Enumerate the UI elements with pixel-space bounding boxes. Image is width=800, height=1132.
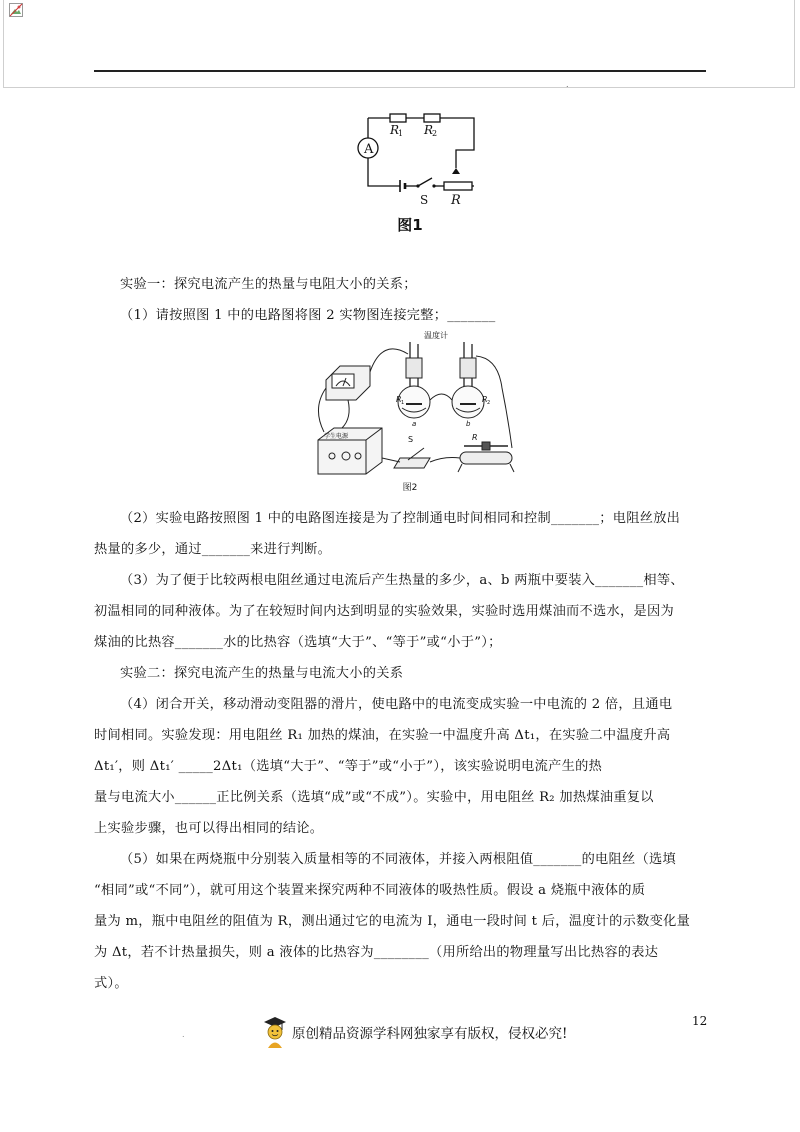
circuit-diagram-figure1 (330, 100, 490, 210)
footer-copyright (262, 1012, 567, 1052)
footer-dot: . (182, 1030, 185, 1039)
fig2-r1-label: R (396, 395, 402, 404)
resistor-r2 (424, 114, 440, 122)
section1-block (94, 269, 706, 331)
copyright-text: 原创精品资源学科网独家享有版权，侵权必究! (292, 1026, 568, 1042)
question3-line2: 初温相同的同种液体。为了在较短时间内达到明显的实验效果，实验时选用煤油而不选水，是因为 (94, 604, 674, 619)
question4-line3: Δt₁′，则 Δt₁′ _____2Δt₁（选填“大于”、“等于”或“小于”），该实验说明电流产生的热 (94, 759, 603, 774)
fig2-r2-label: R (482, 395, 488, 404)
question3-line1: （3）为了便于比较两根电阻丝通过电流后产生热量的多少，a、b 两瓶中要装入_______相等、 (120, 573, 684, 588)
thermometer-label: 温度计 (424, 331, 448, 340)
flask-b-label: b (466, 420, 471, 428)
fig2-r1-subscript: 1 (401, 400, 405, 406)
question3-line3: 煤油的比热容_______水的比热容（选填“大于”、“等于”或“小于”）； (94, 635, 502, 650)
r2-label: R (424, 123, 434, 137)
ammeter-label: A (364, 142, 374, 157)
rheostat-device (460, 452, 512, 464)
scholar-mascot-icon (262, 1015, 288, 1049)
flask-connecting-wire (430, 394, 452, 400)
question5 (94, 844, 706, 999)
fig2-r2-subscript: 2 (487, 400, 491, 406)
r2-subscript: 2 (432, 129, 438, 138)
resistor-r1 (390, 114, 406, 122)
figure1-caption: 图1 (397, 216, 423, 234)
broken-image-icon (9, 3, 23, 17)
question3 (94, 565, 706, 658)
power-supply-label: 学生电源 (324, 433, 349, 440)
question5-line3: 量为 m，瓶中电阻丝的阻值为 R，测出通过它的电流为 I，通电一段时间 t 后，温度计的示数变化量 (94, 914, 691, 929)
r1-subscript: 1 (398, 129, 404, 138)
header-frame (3, 0, 795, 88)
header-dot: . (566, 80, 569, 89)
question5-line2: “相同”或“不同”），就可用这个装置来探究两种不同液体的吸热性质。假设 a 烧瓶中液体的质 (94, 883, 646, 898)
question2-line2: 热量的多少，通过_______来进行判断。 (94, 542, 332, 557)
page-number: 12 (692, 1014, 708, 1028)
section2-title: 实验二：探究电流产生的热量与电流大小的关系 (120, 666, 404, 681)
section1-title: 实验一：探究电流产生的热量与电阻大小的关系； (120, 277, 417, 292)
flask-a-label: a (412, 420, 417, 428)
question4 (94, 689, 706, 844)
question5-line5: 式）。 (94, 976, 128, 991)
switch-device (394, 458, 430, 468)
question5-line1: （5）如果在两烧瓶中分别装入质量相等的不同液体，并接入两根阻值_______的电阻丝（选填 (120, 852, 676, 867)
fig2-rheostat-label: R (472, 433, 478, 442)
switch-symbol (418, 178, 432, 186)
r1-label: R (390, 123, 400, 137)
fig2-switch-label: S (408, 435, 414, 444)
rheostat-symbol (444, 182, 472, 190)
flask-b (452, 386, 484, 418)
question4-line4: 量与电流大小______正比例关系（选填“成”或“不成”）。实验中，用电阻丝 R₂ 加热煤油重复以 (94, 790, 654, 805)
question4-line1: （4）闭合开关，移动滑动变阻器的滑片，使电路中的电流变成实验一中电流的 2 倍，且通电 (120, 697, 673, 712)
question4-line2: 时间相同。实验发现：用电阻丝 R₁ 加热的煤油，在实验一中温度升高 Δt₁，在实验二中温度升高 (94, 728, 671, 743)
question4-line5: 上实验步骤，也可以得出相同的结论。 (94, 821, 324, 836)
switch-label: S (420, 193, 429, 207)
section2-block (94, 658, 706, 689)
apparatus-figure2 (312, 328, 522, 478)
figure2-caption: 图2 (402, 483, 418, 493)
question5-line4: 为 Δt，若不计热量损失，则 a 液体的比热容为________（用所给出的物理量写出比热容的表达 (94, 945, 659, 960)
question1: （1）请按照图 1 中的电路图将图 2 实物图连接完整；_______ (120, 308, 496, 323)
header-divider (94, 70, 706, 72)
question2 (94, 503, 706, 565)
question2-line1: （2）实验电路按照图 1 中的电路图连接是为了控制通电时间相同和控制_______；电阻丝放出 (120, 511, 681, 526)
rheostat-label: R (451, 193, 461, 208)
